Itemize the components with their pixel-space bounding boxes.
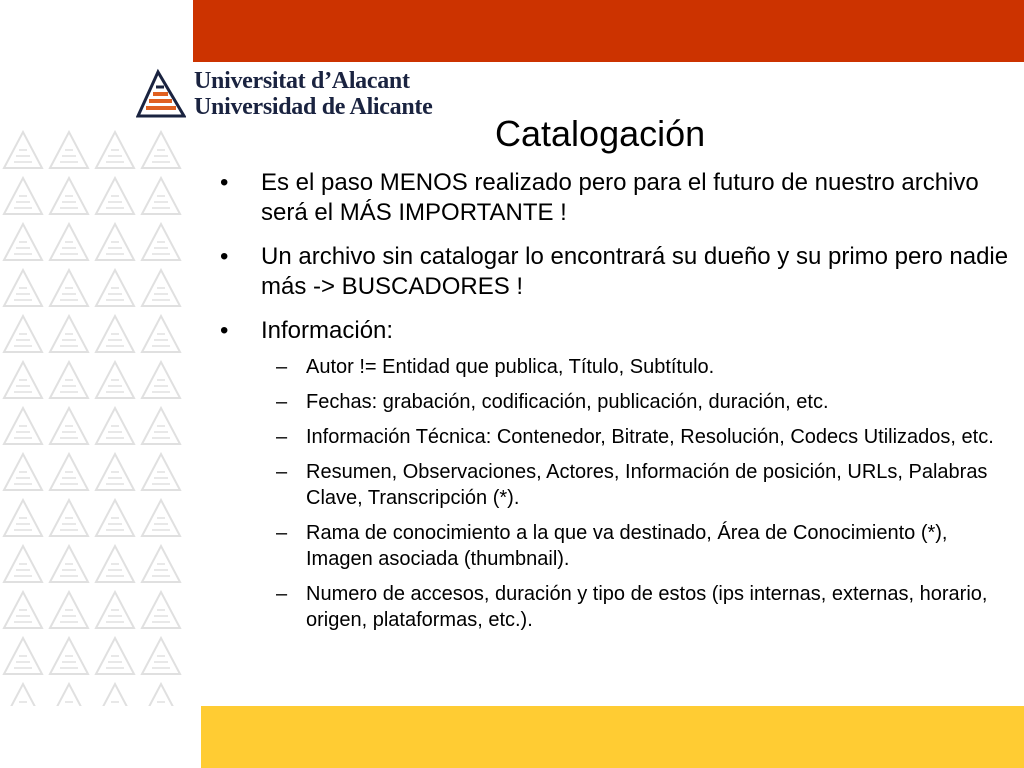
sub-bullet-item <box>220 389 1010 415</box>
sub-bullet-item <box>220 520 1010 572</box>
sub-bullet-item <box>220 581 1010 633</box>
university-logo <box>136 68 436 120</box>
decorative-pattern <box>0 126 186 706</box>
sub-bullet-text: Autor != Entidad que publica, Título, Subtítulo. <box>306 356 715 378</box>
slide-content <box>220 168 1010 642</box>
sub-bullet-mark: – <box>276 356 288 378</box>
bullet-text: Un archivo sin catalogar lo encontrará su dueño y su primo pero nadie más -> BUSCADORES ! <box>261 243 1009 300</box>
slide-title: Catalogación <box>495 113 706 154</box>
sub-bullet-mark: – <box>276 426 288 448</box>
sub-bullet-text: Numero de accesos, duración y tipo de estos (ips internas, externas, horario, origen, plataformas, etc.). <box>306 583 988 631</box>
logo-line-2: Universidad de Alicante <box>194 94 433 120</box>
bullet-item <box>220 316 1010 346</box>
top-accent-bar <box>193 0 1024 62</box>
sub-bullet-text: Resumen, Observaciones, Actores, Información de posición, URLs, Palabras Clave, Transcripción (*). <box>306 461 988 509</box>
sub-bullet-item <box>220 424 1010 450</box>
sub-bullet-text: Información Técnica: Contenedor, Bitrate, Resolución, Codecs Utilizados, etc. <box>306 426 994 448</box>
sub-bullet-text: Fechas: grabación, codificación, publicación, duración, etc. <box>306 391 829 413</box>
bullet-item <box>220 168 1010 228</box>
logo-line-1: Universitat d’Alacant <box>194 68 410 94</box>
bullet-mark: • <box>220 169 229 196</box>
sub-bullet-mark: – <box>276 391 288 413</box>
sub-bullet-mark: – <box>276 461 288 483</box>
bullet-item <box>220 242 1010 302</box>
bullet-text: Información: <box>261 317 394 344</box>
sub-bullet-item <box>220 354 1010 380</box>
sub-bullet-mark: – <box>276 522 288 544</box>
university-logo-icon <box>136 68 186 118</box>
sub-bullet-text: Rama de conocimiento a la que va destinado, Área de Conocimiento (*), Imagen asociada (thumbnail). <box>306 522 948 570</box>
bullet-mark: • <box>220 317 229 344</box>
bullet-text: Es el paso MENOS realizado pero para el futuro de nuestro archivo será el MÁS IMPORTANTE ! <box>261 169 979 226</box>
sub-bullet-mark: – <box>276 583 288 605</box>
bottom-accent-bar <box>201 706 1024 768</box>
bullet-mark: • <box>220 243 229 270</box>
sub-bullet-item <box>220 459 1010 511</box>
